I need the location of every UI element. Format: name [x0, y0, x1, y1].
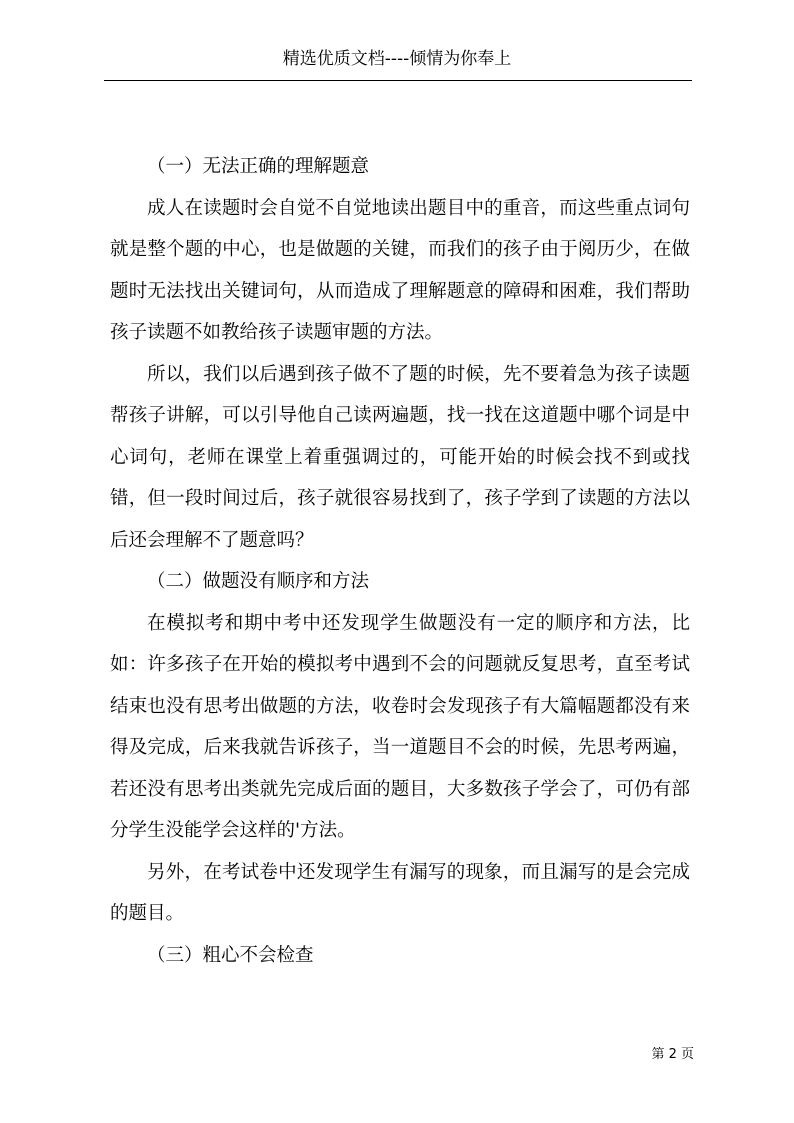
- section-heading-2: （二）做题没有顺序和方法: [147, 571, 370, 592]
- paragraph-3: 在模拟考和期中考中还发现学生做题没有一定的顺序和方法，比如：许多孩子在开始的模拟考中遇到不会的问题就反复思考，直至考试结束也没有思考出做题的方法，收卷时会发现孩子有大篇幅题都没有来得及完成，后来我就告诉孩子，当一道题目不会的时候，先思考两遍，若还没有思考出类就先完成后面的题目，大多数孩子学会了，可仍有部分学生没能学会这样的'方法。: [110, 612, 690, 841]
- paragraph-4: 另外，在考试卷中还发现学生有漏写的现象，而且漏写的是会完成的题目。: [110, 861, 690, 924]
- section-heading-1: （一）无法正确的理解题意: [147, 156, 370, 177]
- header-rule: [104, 80, 692, 81]
- section-heading-3: （三）粗心不会检查: [147, 944, 314, 966]
- paragraph-1: 成人在读题时会自觉不自觉地读出题目中的重音，而这些重点词句就是整个题的中心，也是做题的关键，而我们的孩子由于阅历少，在做题时无法找出关键词句，从而造成了理解题意的障碍和困难，我们帮助孩子读题不如教给孩子读题审题的方法。: [110, 197, 690, 343]
- page-number: 第 2 页: [651, 1047, 694, 1062]
- document-body: [110, 146, 690, 976]
- paragraph-2: 所以，我们以后遇到孩子做不了题的时候，先不要着急为孩子读题帮孩子讲解，可以引导他自己读两遍题，找一找在这道题中哪个词是中心词句，老师在课堂上着重强调过的，可能开始的时候会找不到或找错，但一段时间过后，孩子就很容易找到了，孩子学到了读题的方法以后还会理解不了题意吗？: [110, 363, 690, 551]
- page-header: 精选优质文档----倾情为你奉上: [282, 49, 512, 69]
